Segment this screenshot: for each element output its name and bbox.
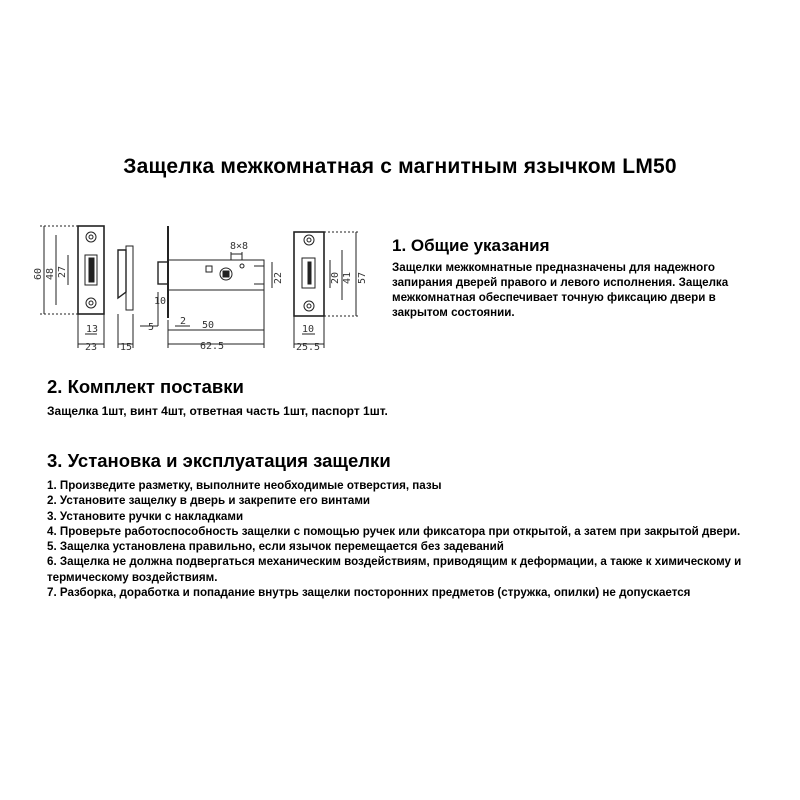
dim-strike-inner: 10 — [302, 324, 315, 335]
dim-spindle: 8×8 — [230, 241, 249, 252]
dim-plate-hole: 13 — [86, 324, 99, 335]
section-1-text: Защелки межкомнатные предназначены для надежного запирания дверей правого и левого исполнения. Защелка межкомнатная обеспечивает точную фиксацию двери в закрытом состоянии. — [392, 261, 729, 319]
installation-steps-list — [47, 478, 777, 600]
dim-strike-height: 57 — [357, 271, 368, 284]
section-1-heading: 1. Общие указания — [392, 236, 550, 255]
section-2-heading: 2. Комплект поставки — [47, 376, 244, 397]
dim-plate-width: 23 — [85, 342, 98, 353]
dim-strike-inner-height: 41 — [342, 271, 353, 284]
dim-strike-width: 25.5 — [296, 342, 321, 353]
dim-backset: 50 — [202, 320, 215, 331]
list-item: 7. Разборка, доработка и попадание внутрь защелки посторонних предметов (стружка, опилки) не допускается — [47, 586, 691, 600]
dim-offset-2: 2 — [180, 316, 187, 327]
dim-faceplate-offset: 5 — [148, 322, 155, 333]
section-general-info — [392, 236, 772, 320]
dim-plate-height: 60 — [33, 267, 44, 280]
section-2-text: Защелка 1шт, винт 4шт, ответная часть 1шт, паспорт 1шт. — [47, 404, 388, 418]
dim-total-length: 62.5 — [200, 341, 225, 352]
list-item: 1. Произведите разметку, выполните необходимые отверстия, пазы — [47, 479, 442, 492]
dim-case-height: 22 — [273, 271, 284, 284]
section-installation — [47, 450, 777, 600]
section-package-contents — [47, 376, 767, 418]
dim-plate-slot: 27 — [57, 265, 68, 278]
list-item: 4. Проверьте работоспособность защелки с помощью ручек или фиксатора при открытой, а затем при закрытой двери. — [47, 524, 741, 538]
list-item: 6. Защелка не должна подвергаться механическим воздействиям, приводящим к деформации, а также к химическому и термическому воздействиям. — [47, 555, 742, 584]
latch-technical-drawing — [30, 222, 375, 354]
dim-plate-inner: 48 — [45, 267, 56, 280]
list-item: 5. Защелка установлена правильно, если язычок перемещается без задеваний — [47, 540, 504, 554]
latch-side-view — [118, 226, 272, 348]
dim-tongue: 10 — [154, 296, 167, 307]
dim-faceplate-thickness: 15 — [120, 342, 133, 353]
list-item: 3. Установите ручки с накладками — [47, 509, 244, 523]
list-item: 2. Установите защелку в дверь и закрепите его винтами — [47, 494, 371, 508]
dim-strike-slot: 20 — [330, 271, 341, 284]
section-3-heading: 3. Установка и эксплуатация защелки — [47, 450, 391, 471]
document-title: Защелка межкомнатная с магнитным язычком LM50 — [123, 155, 677, 178]
